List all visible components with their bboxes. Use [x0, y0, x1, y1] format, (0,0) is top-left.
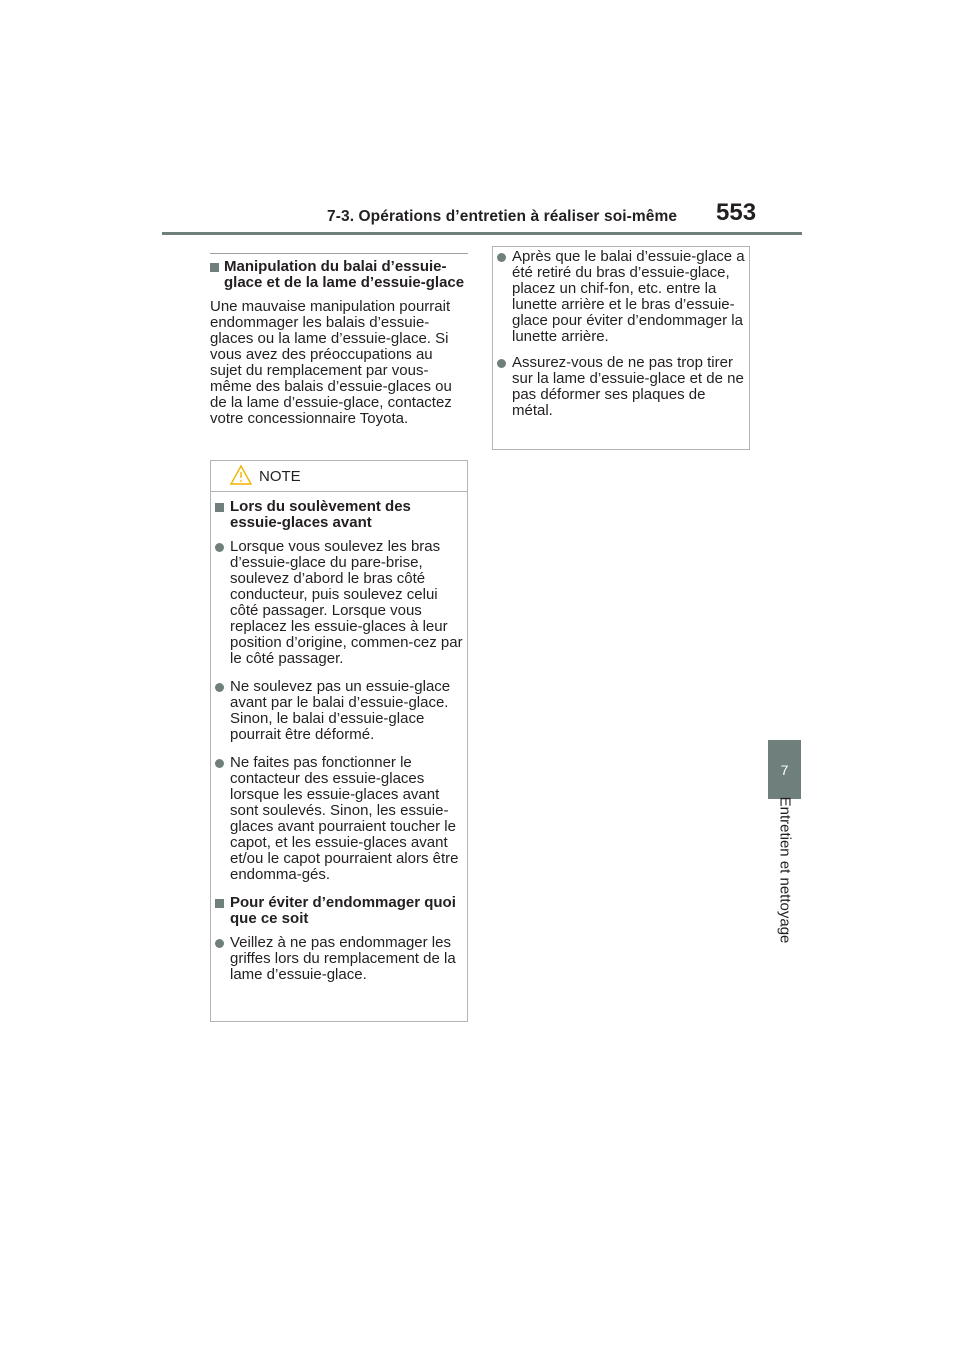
section-divider	[210, 253, 468, 254]
chapter-tab[interactable]	[768, 740, 801, 799]
chapter-title: Entretien et nettoyage	[776, 796, 794, 944]
list-item-text: Ne faites pas fonctionner le contacteur des essuie-glaces lorsque les essuie-glaces avant sont soulevés. Sinon, les essuie-glaces avant pourraient toucher le capot, et les essuie-glaces avant et/ou le capot pourraient alors être endomma-gés.	[230, 754, 459, 883]
note-continued-box	[492, 246, 750, 450]
list-item	[215, 679, 463, 743]
warning-triangle-icon	[229, 464, 253, 491]
round-bullet-icon	[497, 253, 506, 262]
round-bullet-icon	[215, 543, 224, 552]
section-heading-text: Manipulation du balai d’essuie-glace et de la lame d’essuie-glace	[224, 258, 465, 291]
main-section	[210, 253, 470, 427]
round-bullet-icon	[497, 359, 506, 368]
note-heading-lifting	[215, 499, 463, 531]
list-item	[215, 935, 463, 983]
note-heading-text: Pour éviter d’endommager quoi que ce soit	[230, 894, 456, 927]
page-number: 553	[716, 199, 757, 226]
list-item-text: Assurez-vous de ne pas trop tirer sur la lame d’essuie-glace et de ne pas déformer ses plaques de métal.	[512, 354, 744, 419]
section-heading	[210, 259, 470, 291]
list-item	[497, 249, 745, 345]
section-paragraph: Une mauvaise manipulation pourrait endommager les balais d’essuie-glaces ou la lame d’essuie-glace. Si vous avez des préoccupations au sujet du remplacement par vous-même des balais d’essuie-glaces ou de la lame d’essuie-glace, contactez votre concessionnaire Toyota.	[210, 298, 452, 427]
list-item-text: Ne soulevez pas un essuie-glace avant par le balai d’essuie-glace. Sinon, le balai d’essuie-glace pourrait être déformé.	[230, 678, 451, 743]
round-bullet-icon	[215, 939, 224, 948]
list-item	[215, 539, 463, 667]
list-item	[215, 755, 463, 883]
round-bullet-icon	[215, 683, 224, 692]
chapter-number: 7	[780, 761, 789, 778]
note-body	[211, 492, 467, 983]
list-item	[497, 355, 745, 419]
square-bullet-icon	[215, 503, 224, 512]
section-title: 7-3. Opérations d’entretien à réaliser soi-même	[327, 208, 678, 225]
round-bullet-icon	[215, 759, 224, 768]
note-header	[211, 461, 467, 492]
header-divider	[162, 232, 802, 235]
square-bullet-icon	[215, 899, 224, 908]
list-item-text: Après que le balai d’essuie-glace a été retiré du bras d’essuie-glace, placez un chif-fon, etc. entre la lunette arrière et le bras d’essuie-glace pour éviter d’endommager la lunette arrière.	[512, 248, 745, 345]
note-heading-damage	[215, 895, 463, 927]
note-label: NOTE	[259, 468, 301, 485]
note-box	[210, 460, 468, 1022]
list-item-text: Veillez à ne pas endommager les griffes lors du remplacement de la lame d’essuie-glace.	[230, 934, 456, 983]
list-item-text: Lorsque vous soulevez les bras d’essuie-glace du pare-brise, soulevez d’abord le bras côté conducteur, puis soulevez celui côté passager. Lorsque vous replacez les essuie-glaces à leur position d’origine, commen-cez par le côté passager.	[230, 538, 463, 667]
note-heading-text: Lors du soulèvement des essuie-glaces avant	[230, 498, 411, 531]
square-bullet-icon	[210, 263, 219, 272]
